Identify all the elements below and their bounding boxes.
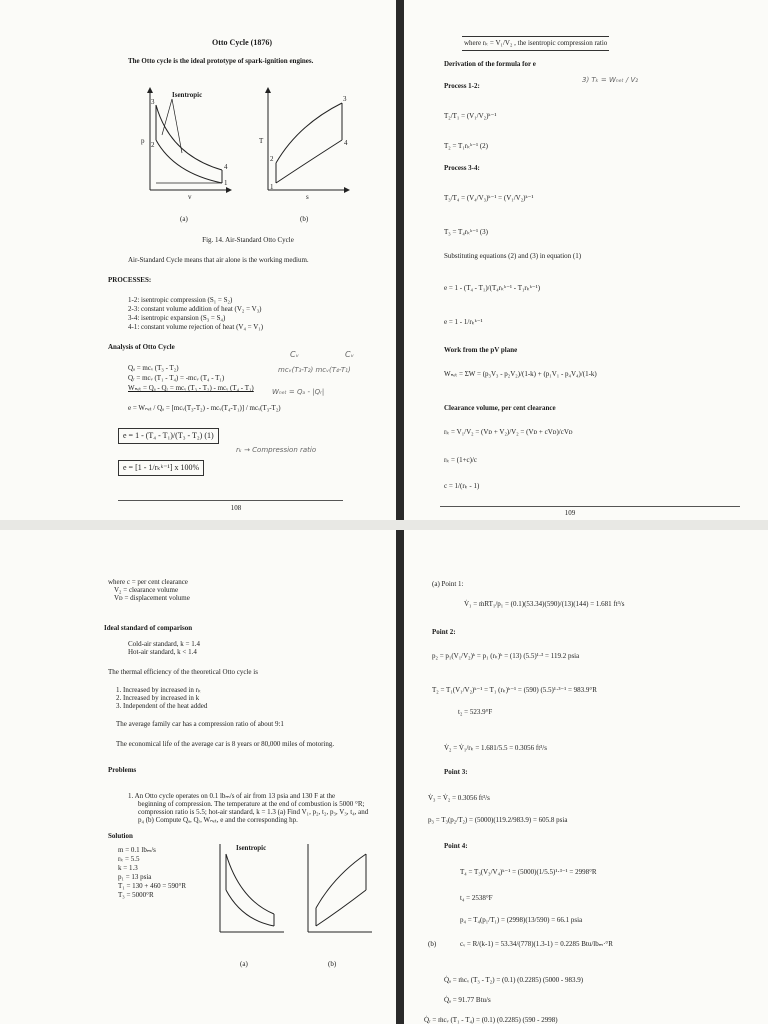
page-110 xyxy=(0,530,396,1024)
equation: rₖ = V₁/V₂ = (Vᴅ + V₂)/V₂ = (Vᴅ + cVᴅ)/cVᴅ xyxy=(444,428,573,436)
economical-text: The economical life of the average car is 8 years or 80,000 miles of motoring. xyxy=(116,740,335,748)
p-axis-label: p xyxy=(141,137,145,145)
analysis-heading: Analysis of Otto Cycle xyxy=(108,343,175,351)
where-c: where c = per cent clearance xyxy=(108,578,188,586)
process-item: 1-2: isentropic compression (S₁ = S₂) xyxy=(128,296,233,304)
ts-point-4: 4 xyxy=(344,139,348,147)
qr-equation: Q̇ᵣ = ṁcᵥ (T₁ - T₄) = (0.1) (0.2285) (590 - 2998) xyxy=(424,1016,558,1024)
problem-line: compression ratio is 5.5; hot-air standard, k = 1.3 (a) Find V₁, p₂, t₂, p₃, V₃, t₄, and xyxy=(138,808,369,816)
s-axis-label: s xyxy=(306,193,309,201)
qa-value: Q̇ₐ = 91.77 Btu/s xyxy=(444,996,491,1004)
intro-text: The Otto cycle is the ideal prototype of spark-ignition engines. xyxy=(128,57,314,65)
heat-addition-curve xyxy=(276,103,342,163)
v3-equation: V̇₃ = V̇₂ = 0.3056 ft³/s xyxy=(428,794,490,802)
ts-diagram xyxy=(258,85,353,200)
t-axis-label: T xyxy=(259,137,264,145)
problem-pv-diagram xyxy=(212,840,287,940)
isentropic-label: Isentropic xyxy=(236,844,267,852)
equation: rₖ = (1+c)/c xyxy=(444,456,478,464)
sub-label-b: (b) xyxy=(300,215,309,223)
processes-heading: PROCESSES: xyxy=(108,276,152,284)
cv-equation: cᵥ = R/(k-1) = 53.34/(778)(1.3-1) = 0.2285 Btu/lbₘ·°R xyxy=(460,940,613,948)
list-item: 2. Increased by increased in k xyxy=(116,694,200,702)
point4-heading: Point 4: xyxy=(444,842,468,850)
process-34-heading: Process 3-4: xyxy=(444,164,480,172)
equation-2: T₂ = T₁rₖᵏ⁻¹ (2) xyxy=(444,142,488,150)
problem-line: p₄ (b) Compute Qₐ, Qᵣ, Wₙₑₜ, e and the corresponding hp. xyxy=(138,816,298,824)
point-1: 1 xyxy=(224,179,228,187)
where-line: where rₖ = V₁/V₂ , the isentropic compression ratio xyxy=(462,36,609,51)
work-heading: Work from the pV plane xyxy=(444,346,518,354)
sub-label-a: (a) xyxy=(180,215,188,223)
compression-curve xyxy=(156,140,222,183)
part-b-label: (b) xyxy=(428,940,437,948)
handwritten-note: Cᵥ xyxy=(345,350,354,359)
v-axis-label: v xyxy=(188,193,192,201)
point2-heading: Point 2: xyxy=(432,628,456,636)
heat-rejection-curve xyxy=(276,140,342,183)
process-item: 4-1: constant volume rejection of heat (V₄ = V₁) xyxy=(128,323,264,331)
handwritten-note: 3) Tₖ = Wₙₑₜ / V₂ xyxy=(582,76,639,84)
page-108 xyxy=(0,0,396,520)
book-spine xyxy=(396,0,404,1024)
clearance-heading: Clearance volume, per cent clearance xyxy=(444,404,556,412)
problem-line: 1. An Otto cycle operates on 0.1 lbₘ/s of air from 13 psia and 130 F at the xyxy=(128,792,336,800)
equation: e = 1 - (T₄ - T₁)/(T₄rₖᵏ⁻¹ - T₁rₖᵏ⁻¹) xyxy=(444,284,541,292)
problems-heading: Problems xyxy=(108,766,137,774)
ts-point-2: 2 xyxy=(270,155,274,163)
process-item: 3-4: isentropic expansion (S₃ = S₄) xyxy=(128,314,226,322)
given-item: rₖ = 5.5 xyxy=(118,855,140,863)
sub-label-b: (b) xyxy=(328,960,337,968)
p4-equation: p₄ = T₄(p₁/T₁) = (2998)(13/590) = 66.1 psia xyxy=(460,916,583,924)
p2-equation: p₂ = p₁(V₁/V₂)ᵏ = p₁ (rₖ)ᵏ = (13) (5.5)¹·³ = 119.2 psia xyxy=(432,652,580,660)
page-111 xyxy=(404,530,768,1024)
given-item: m = 0.1 lbₘ/s xyxy=(118,846,156,854)
thermal-text: The thermal efficiency of the theoretical Otto cycle is xyxy=(108,668,258,676)
analysis-line: Wₙₑₜ = Qₐ - Qᵣ = mcᵥ (T₃ - T₂) - mcᵥ (T₄ - T₁) xyxy=(128,384,254,392)
analysis-line: Qₐ = mcᵥ (T₃ - T₂) xyxy=(128,364,179,372)
handwritten-note: mcᵥ(T₃-T₂) mcᵥ(T₄-T₁) xyxy=(278,366,351,374)
list-item: 3. Independent of the heat added xyxy=(116,702,208,710)
point-2: 2 xyxy=(151,141,155,149)
where-vd: Vᴅ = displacement volume xyxy=(114,594,190,602)
v1-equation: V̇₁ = ṁRT₁/p₁ = (0.1)(53.34)(590)/(13)(144) = 1.681 ft³/s xyxy=(464,600,625,608)
expansion-curve xyxy=(156,105,222,170)
solution-heading: Solution xyxy=(108,832,133,840)
point3-heading: Point 3: xyxy=(444,768,468,776)
page-gap xyxy=(0,520,768,530)
t4-equation: T₄ = T₃(V₃/V₄)ᵏ⁻¹ = (5000)(1/5.5)¹·³⁻¹ = 2998°R xyxy=(460,868,597,876)
p3-equation: p₃ = T₃(p₂/T₂) = (5000)(119.2/983.9) = 605.8 psia xyxy=(428,816,568,824)
handwritten-note: Cᵥ xyxy=(290,350,299,359)
hot-air: Hot-air standard, k < 1.4 xyxy=(128,648,197,656)
efficiency-eq-1: e = 1 - (T₄ - T₁)/(T₃ - T₂) (1) xyxy=(118,428,219,444)
isentropic-label: Isentropic xyxy=(172,91,203,99)
t2-fahrenheit: t₂ = 523.9°F xyxy=(458,708,493,716)
process-item: 2-3: constant volume addition of heat (V₂ = V₃) xyxy=(128,305,262,313)
equation: e = 1 - 1/rₖᵏ⁻¹ xyxy=(444,318,483,326)
figure-caption: Fig. 14. Air-Standard Otto Cycle xyxy=(202,236,294,244)
equation: Wₙₑₜ = ΣW = (p₃V₃ - p₂V₂)/(1-k) + (p₁V₁ - p₄V₄)/(1-k) xyxy=(444,370,597,378)
t4-fahrenheit: t₄ = 2538°F xyxy=(460,894,493,902)
equation: T₂/T₁ = (V₁/V₂)ᵏ⁻¹ xyxy=(444,112,497,120)
given-item: T₁ = 130 + 460 = 590°R xyxy=(118,882,187,890)
analysis-line: e = Wₙₑₜ / Qₐ = [mcᵥ(T₃-T₂) - mcᵥ(T₄-T₁)] / mcᵥ(T₃-T₂) xyxy=(128,404,281,412)
equation: c = 1/(rₖ - 1) xyxy=(444,482,480,490)
pv-diagram xyxy=(140,85,235,200)
ideal-heading: Ideal standard of comparison xyxy=(104,624,193,632)
given-item: k = 1.3 xyxy=(118,864,138,872)
footer-rule xyxy=(118,500,343,501)
derivation-heading: Derivation of the formula for e xyxy=(444,60,536,68)
process-12-heading: Process 1-2: xyxy=(444,82,480,90)
t2-equation: T₂ = T₁(V₁/V₂)ᵏ⁻¹ = T₁ (rₖ)ᵏ⁻¹ = (590) (5.5)¹·³⁻¹ = 983.9°R xyxy=(432,686,597,694)
qa-equation: Q̇ₐ = ṁcᵥ (T₃ - T₂) = (0.1) (0.2285) (5000 - 983.9) xyxy=(444,976,584,984)
air-standard-text: Air-Standard Cycle means that air alone is the working medium. xyxy=(128,256,309,264)
page-number: 109 xyxy=(564,509,576,517)
efficiency-final: e = [1 - 1/rₖᵏ⁻¹] x 100% xyxy=(118,460,204,476)
sub-label-a: (a) xyxy=(240,960,248,968)
page-number: 108 xyxy=(230,504,242,512)
ts-point-3: 3 xyxy=(343,95,347,103)
given-item: T₃ = 5000°R xyxy=(118,891,154,899)
equation-3: T₃ = T₄rₖᵏ⁻¹ (3) xyxy=(444,228,488,236)
ts-point-1: 1 xyxy=(270,183,274,191)
substitution-text: Substituting equations (2) and (3) in equation (1) xyxy=(444,252,582,260)
page-title: Otto Cycle (1876) xyxy=(212,38,272,47)
footer-rule xyxy=(440,506,740,507)
point-3: 3 xyxy=(151,98,155,106)
handwritten-note: rₖ → Compression ratio xyxy=(236,446,317,454)
v2-equation: V̇₂ = V̇₁/rₖ = 1.681/5.5 = 0.3056 ft³/s xyxy=(444,744,547,752)
handwritten-note: Wₙₑₜ = Qₐ - |Qᵣ| xyxy=(272,388,325,396)
analysis-line: Qᵣ = mcᵥ (T₁ - T₄) = -mcᵥ (T₄ - T₁) xyxy=(128,374,225,382)
equation: T₃/T₄ = (V₄/V₃)ᵏ⁻¹ = (V₁/V₂)ᵏ⁻¹ xyxy=(444,194,534,202)
where-v2: V₂ = clearance volume xyxy=(114,586,179,594)
list-item: 1. Increased by increased in rₖ xyxy=(116,686,201,694)
page-109 xyxy=(404,0,768,520)
point1-heading: (a) Point 1: xyxy=(432,580,464,588)
cold-air: Cold-air standard, k = 1.4 xyxy=(128,640,200,648)
point-4: 4 xyxy=(224,163,228,171)
problem-ts-diagram xyxy=(300,840,375,940)
avg-car-text: The average family car has a compression ratio of about 9:1 xyxy=(116,720,284,728)
problem-line: beginning of compression. The temperature at the end of combustion is 5000 °R; xyxy=(138,800,365,808)
given-item: p₁ = 13 psia xyxy=(118,873,152,881)
